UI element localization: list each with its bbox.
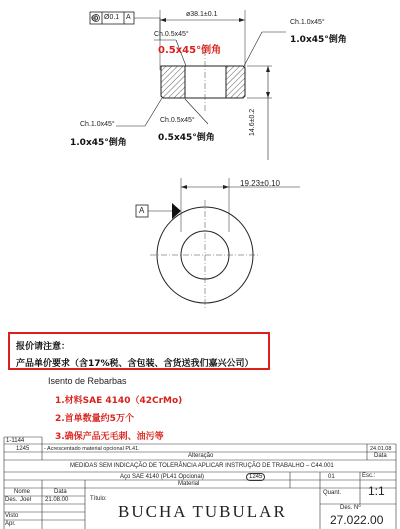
chamfer-bottom-left-label: Ch.1.0x45° xyxy=(80,121,115,128)
tolerance-frame xyxy=(90,12,160,40)
col-data: Data xyxy=(54,489,67,495)
ref-top: 1-1144 xyxy=(6,438,25,444)
drawing-number: 27.022.00 xyxy=(330,513,384,527)
des-no-label: Des. Nº xyxy=(340,505,361,511)
requirement-2: 2.首单数量约5万个 xyxy=(55,414,134,424)
datum-label: A xyxy=(139,206,145,215)
inner-diameter-label: 19.23±0.10 xyxy=(240,179,280,188)
chamfer-bottom-mid-note: 0.5x45°倒角 xyxy=(158,133,215,143)
quant-value: 01 xyxy=(328,474,335,480)
notice-line: 产品单价要求（含17%税、含包装、含货送我们嘉兴公司） xyxy=(16,359,254,369)
price-notice-box xyxy=(8,332,270,370)
requirement-3: 3.确保产品无毛刺、油污等 xyxy=(55,432,164,442)
chamfer-top-left-label: Ch.0.5x45° xyxy=(154,31,189,38)
des-name: Joel xyxy=(20,497,32,503)
scale-value: 1:1 xyxy=(368,484,385,498)
tolerance-symbol: ◎ xyxy=(91,13,98,22)
outer-diameter-label: ø38.1±0.1 xyxy=(186,11,218,18)
titulo-label: Título: xyxy=(90,496,107,502)
chamfer-bottom-left-note: 1.0x45°倒角 xyxy=(70,138,127,148)
des-label: Des. xyxy=(5,497,18,503)
chamfer-bottom-mid-label: Ch.0.5x45° xyxy=(160,117,195,124)
material-label: Material xyxy=(178,481,200,487)
ref-code: 1245 xyxy=(16,446,30,452)
tolerance-datum: A xyxy=(126,14,131,21)
chamfer-top-right-label: Ch.1.0x45° xyxy=(290,19,325,26)
des-date: 21.08.00 xyxy=(45,497,69,503)
data-label: Data xyxy=(374,453,387,459)
plan-view xyxy=(150,178,300,310)
col-nome: Nome xyxy=(14,489,31,495)
drawing-title: BUCHA TUBULAR xyxy=(118,502,287,521)
revision-date: 24.01.08 xyxy=(370,446,392,452)
chamfer-top-right-note: 1.0x45°倒角 xyxy=(290,35,347,45)
apr-label: Apr. xyxy=(5,521,16,527)
burr-note: Isento de Rebarbas xyxy=(48,376,127,386)
quant-label: Quant. xyxy=(323,490,342,496)
notice-title: 报价请注意： xyxy=(16,342,71,352)
tolerance-instruction: MEDIDAS SEM INDICAÇÃO DE TOLERÂNCIA APLICAR INSTRUÇÃO DE TRABALHO – C44.001 xyxy=(70,463,334,469)
visto-label: Visto xyxy=(5,513,19,519)
height-dimension-label: 14.6±0.2 xyxy=(249,108,256,136)
alteracao-label: Alteração xyxy=(188,453,214,459)
material-ref: 1245 xyxy=(246,473,265,481)
chamfer-top-left-note: 0.5x45°倒角 xyxy=(158,45,222,56)
esc-label: Esc.: xyxy=(362,473,376,479)
material-value: Aço SAE 4140 (PL41 Opcional) xyxy=(120,474,205,480)
bushing-section xyxy=(161,50,245,112)
tolerance-value: Ø0.1 xyxy=(104,14,120,21)
requirement-1: 1.材料SAE 4140（42CrMo) xyxy=(55,396,183,406)
revision-note: - Acrescentado material opcional PL41. xyxy=(44,446,140,452)
